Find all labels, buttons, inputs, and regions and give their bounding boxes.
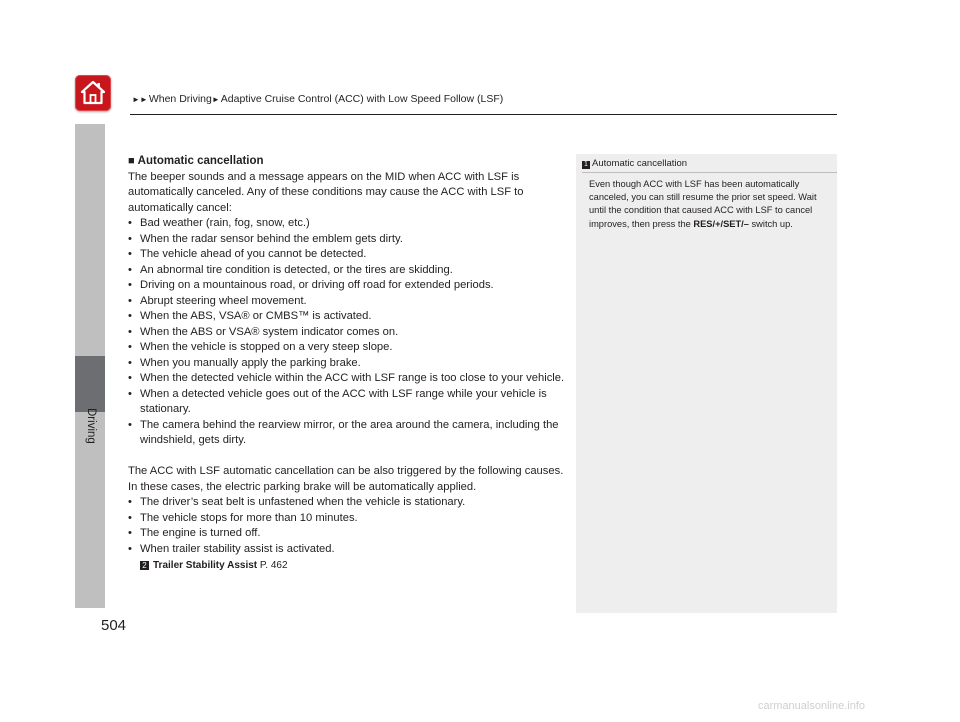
second-paragraph: The ACC with LSF automatic cancellation can be also triggered by the following causes. In these cases, the electric parking brake will be automatically applied.: [128, 465, 564, 493]
sidebar-tab[interactable]: [75, 356, 105, 412]
breadcrumb-section[interactable]: When Driving: [148, 93, 212, 105]
chapter-label: Driving: [85, 408, 97, 444]
list-item: • When the detected vehicle within the ACC with LSF range is too close to your vehicle.: [128, 372, 565, 384]
breadcrumb-arrow-icon: ►: [211, 95, 220, 104]
list-item: • When the vehicle is stopped on a very steep slope.: [128, 341, 393, 353]
reference-arrow-icon: 2: [140, 561, 149, 570]
brake-conditions-list: [128, 495, 568, 557]
list-item: • When trailer stability assist is activated.: [128, 542, 335, 555]
header-rule: [130, 114, 837, 115]
intro-paragraph: The beeper sounds and a message appears on the MID when ACC with LSF is automatically canceled. Any of these conditions may cause the ACC with LSF to automatically cancel:: [128, 170, 524, 214]
home-button[interactable]: [75, 75, 111, 111]
list-item: • The driver’s seat belt is unfastened when the vehicle is stationary.: [128, 496, 466, 508]
list-item: • When the ABS, VSA® or CMBS™ is activated.: [128, 310, 372, 322]
list-item: • The vehicle ahead of you cannot be detected.: [128, 248, 367, 260]
square-bullet-icon: ■: [128, 155, 135, 167]
breadcrumb: [132, 93, 503, 105]
note-title: 1 Automatic cancellation: [582, 158, 837, 173]
list-item: • The vehicle stops for more than 10 minutes.: [128, 511, 358, 524]
list-item: • When a detected vehicle goes out of the ACC with LSF range while your vehicle is stationary.: [128, 387, 547, 415]
list-item: • The camera behind the rearview mirror, or the area around the camera, including the windshield, gets dirty.: [128, 418, 559, 446]
watermark: carmanualsonline.info: [758, 700, 866, 712]
cancel-conditions-list: [128, 216, 568, 449]
home-icon: [80, 79, 106, 106]
page-number: 504: [101, 617, 127, 634]
breadcrumb-arrow-icon: ►►: [132, 95, 148, 104]
list-item: • Driving on a mountainous road, or driving off road for extended periods.: [128, 279, 494, 291]
note-body: Even though ACC with LSF has been automatically canceled, you can still resume the prior set speed. Wait until the condition that caused ACC with LSF to cancel improves, then press the RES/+/SET/– switch up.: [589, 179, 817, 229]
xref-title[interactable]: Trailer Stability Assist: [153, 560, 258, 571]
breadcrumb-topic[interactable]: Adaptive Cruise Control (ACC) with Low Speed Follow (LSF): [220, 93, 504, 105]
list-item: • When the radar sensor behind the emblem gets dirty.: [128, 232, 403, 245]
cross-reference-link[interactable]: [140, 558, 568, 574]
list-item: • When the ABS or VSA® system indicator comes on.: [128, 325, 399, 338]
section-heading: ■ Automatic cancellation: [128, 155, 264, 167]
side-note: [576, 154, 837, 613]
list-item: • Bad weather (rain, fog, snow, etc.): [128, 217, 310, 229]
list-item: • The engine is turned off.: [128, 527, 261, 539]
note-marker-icon: 1: [582, 161, 590, 169]
xref-page: P. 462: [259, 560, 288, 571]
main-content: [128, 154, 568, 574]
list-item: • Abrupt steering wheel movement.: [128, 294, 307, 307]
list-item: • When you manually apply the parking brake.: [128, 356, 361, 369]
list-item: • An abnormal tire condition is detected, or the tires are skidding.: [128, 263, 453, 276]
